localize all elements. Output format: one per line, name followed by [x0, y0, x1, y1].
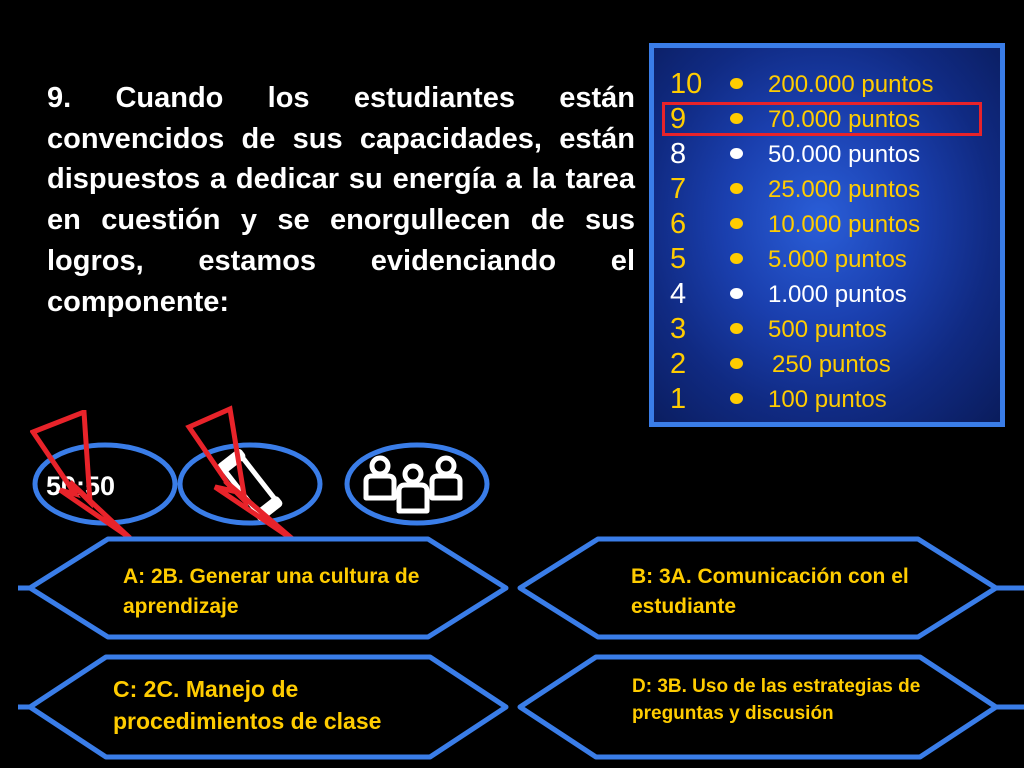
ladder-rung-1	[654, 382, 1000, 417]
rung-dot	[730, 393, 743, 404]
ladder-rung-4	[654, 277, 1000, 312]
answer-d-text: D: 3B. Uso de las estrategias de preguntas y discusión	[632, 676, 921, 724]
rung-dot	[730, 288, 743, 299]
answer-b[interactable]	[510, 535, 1024, 641]
rung-dot	[730, 148, 743, 159]
rung-number: 2	[670, 348, 687, 380]
rung-points: 250 puntos	[772, 351, 891, 378]
rung-number: 1	[670, 383, 687, 415]
rung-number: 6	[670, 208, 687, 240]
rung-dot	[730, 183, 743, 194]
rung-points: 25.000 puntos	[768, 176, 921, 203]
rung-points: 100 puntos	[768, 386, 887, 413]
ladder-rung-7	[654, 172, 1000, 207]
rung-dot	[730, 78, 743, 89]
rung-number: 4	[670, 278, 687, 310]
rung-number: 8	[670, 138, 687, 170]
ladder-rung-8	[654, 137, 1000, 172]
rung-dot	[730, 358, 743, 369]
rung-points: 5.000 puntos	[768, 246, 907, 273]
answer-a[interactable]	[18, 535, 518, 641]
rung-dot	[730, 218, 743, 229]
answer-b-text: B: 3A. Comunicación con el estudiante	[631, 565, 909, 618]
rung-points: 200.000 puntos	[768, 71, 934, 98]
used-lightning-icon	[185, 405, 305, 545]
rung-points: 50.000 puntos	[768, 141, 921, 168]
ladder-rung-5	[654, 242, 1000, 277]
answer-c-text: C: 2C. Manejo de procedimientos de clase	[113, 676, 382, 734]
answer-a-text: A: 2B. Generar una cultura de aprendizaje	[123, 565, 420, 618]
used-lightning-icon	[30, 410, 140, 545]
ladder-rung-6	[654, 207, 1000, 242]
ladder-rung-3	[654, 312, 1000, 347]
fifty-fifty-label: 50:50	[46, 471, 116, 501]
ladder-rung-10	[654, 67, 1000, 102]
rung-points: 500 puntos	[768, 316, 887, 343]
rung-number: 3	[670, 313, 687, 345]
rung-number: 9	[670, 103, 687, 135]
rung-points: 70.000 puntos	[768, 106, 921, 133]
rung-points: 10.000 puntos	[768, 211, 921, 238]
rung-number: 5	[670, 243, 687, 275]
rung-number: 10	[670, 68, 703, 100]
rung-points: 1.000 puntos	[768, 281, 907, 308]
answer-c[interactable]	[18, 653, 518, 761]
rung-number: 7	[670, 173, 687, 205]
question-text: 9. Cuando los estudiantes están convencidos de sus capacidades, están dispuestos a dedicar su energía a la tarea en cuestión y se enorgullecen de sus logros, estamos evidenciando el componente:	[47, 82, 635, 318]
current-level-highlight	[662, 102, 982, 136]
lifeline-audience[interactable]	[342, 441, 492, 527]
ladder-rung-2	[654, 347, 1000, 382]
prize-ladder	[649, 43, 1005, 427]
answer-d[interactable]	[510, 653, 1024, 761]
rung-dot	[730, 323, 743, 334]
rung-dot	[730, 253, 743, 264]
